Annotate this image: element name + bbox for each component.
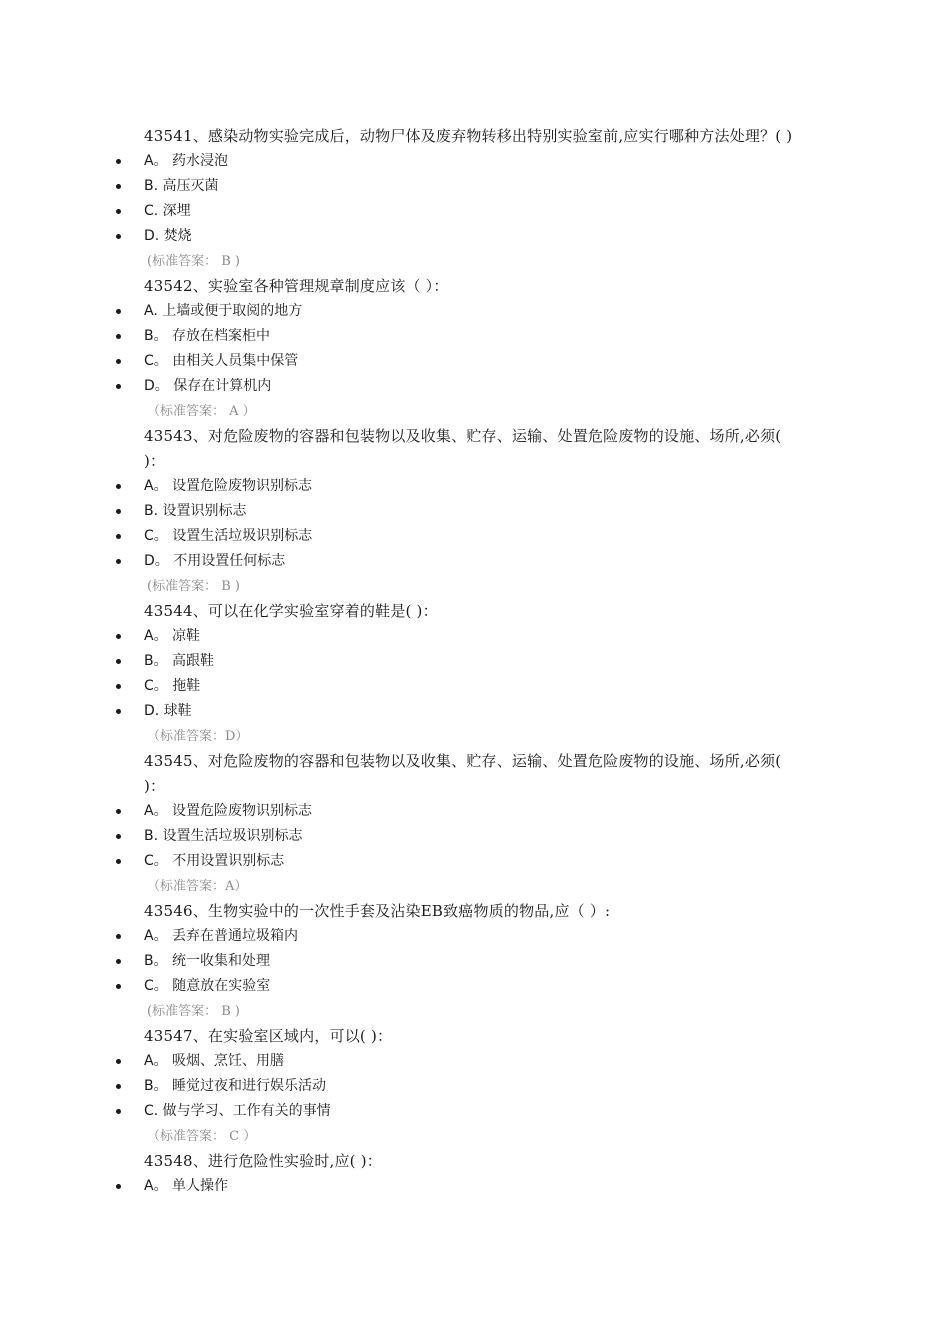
option-list	[144, 1049, 804, 1124]
option-label: B. 设置识别标志	[144, 503, 247, 519]
option-item	[144, 549, 804, 574]
bullet-icon	[116, 509, 121, 514]
bullet-icon	[116, 959, 121, 964]
bullet-icon	[116, 834, 121, 839]
option-label: C。 不用设置识别标志	[144, 853, 285, 869]
bullet-icon	[116, 684, 121, 689]
standard-answer: (标准答案： B )	[147, 579, 240, 594]
option-item	[144, 374, 804, 399]
option-label: D. 焚烧	[144, 228, 192, 244]
option-label: B. 高压灭菌	[144, 178, 219, 194]
option-item	[144, 349, 804, 374]
bullet-icon	[116, 484, 121, 489]
option-label: A。 设置危险废物识别标志	[144, 478, 313, 494]
option-item	[144, 524, 804, 549]
option-item	[144, 824, 804, 849]
option-item	[144, 649, 804, 674]
option-list	[144, 624, 804, 724]
option-item	[144, 624, 804, 649]
option-label: D. 球鞋	[144, 703, 192, 719]
option-item	[144, 149, 804, 174]
option-item	[144, 949, 804, 974]
option-label: A。 药水浸泡	[144, 153, 229, 169]
bullet-icon	[116, 1059, 121, 1064]
bullet-icon	[116, 1084, 121, 1089]
standard-answer: （标准答案： C ）	[147, 1129, 257, 1144]
option-label: A。 丢弃在普通垃圾箱内	[144, 928, 299, 944]
question-block	[144, 1024, 804, 1149]
standard-answer: （标准答案： A ）	[147, 404, 256, 419]
question-text: 43548、进行危险性实验时,应( )：	[144, 1152, 382, 1170]
option-item	[144, 674, 804, 699]
option-list	[144, 799, 804, 874]
option-item	[144, 699, 804, 724]
option-item	[144, 799, 804, 824]
option-item	[144, 1049, 804, 1074]
standard-answer: (标准答案： B )	[147, 254, 240, 269]
option-item	[144, 199, 804, 224]
question-block	[144, 424, 804, 599]
option-label: B。 存放在档案柜中	[144, 328, 271, 344]
option-list	[144, 924, 804, 999]
option-item	[144, 849, 804, 874]
bullet-icon	[116, 359, 121, 364]
option-item	[144, 474, 804, 499]
option-item	[144, 499, 804, 524]
bullet-icon	[116, 859, 121, 864]
option-item	[144, 174, 804, 199]
bullet-icon	[116, 334, 121, 339]
option-label: B. 设置生活垃圾识别标志	[144, 828, 303, 844]
bullet-icon	[116, 159, 121, 164]
option-label: C。 设置生活垃圾识别标志	[144, 528, 313, 544]
bullet-icon	[116, 934, 121, 939]
bullet-icon	[116, 234, 121, 239]
question-text: 43544、可以在化学实验室穿着的鞋是( )：	[144, 602, 438, 620]
question-list	[144, 124, 804, 1199]
bullet-icon	[116, 1109, 121, 1114]
option-item	[144, 324, 804, 349]
bullet-icon	[116, 709, 121, 714]
question-text: 43543、对危险废物的容器和包装物以及收集、贮存、运输、处置危险废物的设施、场所,必须( )：	[144, 427, 782, 470]
standard-answer: (标准答案： B )	[147, 1004, 240, 1019]
question-text: 43547、在实验室区域内，可以( )：	[144, 1027, 393, 1045]
standard-answer: （标准答案：A）	[147, 879, 248, 894]
option-item	[144, 299, 804, 324]
option-list	[144, 474, 804, 574]
option-list	[144, 149, 804, 249]
bullet-icon	[116, 559, 121, 564]
question-text: 43542、实验室各种管理规章制度应该（ ）：	[144, 277, 449, 295]
bullet-icon	[116, 984, 121, 989]
option-label: A. 上墙或便于取阅的地方	[144, 303, 303, 319]
bullet-icon	[116, 634, 121, 639]
option-label: B。 睡觉过夜和进行娱乐活动	[144, 1078, 327, 1094]
option-item	[144, 1074, 804, 1099]
bullet-icon	[116, 184, 121, 189]
option-label: C。 随意放在实验室	[144, 978, 271, 994]
bullet-icon	[116, 309, 121, 314]
option-label: A。 单人操作	[144, 1178, 229, 1194]
question-block	[144, 124, 804, 274]
option-label: A。 设置危险废物识别标志	[144, 803, 313, 819]
option-label: A。 吸烟、烹饪、用膳	[144, 1053, 285, 1069]
question-text: 43541、感染动物实验完成后，动物尸体及废弃物转移出特别实验室前,应实行哪种方法处理？( )	[144, 127, 793, 145]
option-label: B。 统一收集和处理	[144, 953, 271, 969]
question-block	[144, 599, 804, 749]
bullet-icon	[116, 1184, 121, 1189]
bullet-icon	[116, 659, 121, 664]
option-label: C. 深埋	[144, 203, 191, 219]
bullet-icon	[116, 209, 121, 214]
option-label: C。 拖鞋	[144, 678, 201, 694]
option-label: D。 保存在计算机内	[144, 378, 272, 394]
option-label: A。 凉鞋	[144, 628, 201, 644]
option-label: D。 不用设置任何标志	[144, 553, 286, 569]
option-list	[144, 1174, 804, 1199]
option-item	[144, 1099, 804, 1124]
option-item	[144, 924, 804, 949]
option-item	[144, 224, 804, 249]
option-label: C。 由相关人员集中保管	[144, 353, 299, 369]
question-text: 43545、对危险废物的容器和包装物以及收集、贮存、运输、处置危险废物的设施、场所,必须( )：	[144, 752, 782, 795]
question-block	[144, 1149, 804, 1199]
question-block	[144, 899, 804, 1024]
standard-answer: （标准答案：D）	[147, 729, 249, 744]
option-list	[144, 299, 804, 399]
question-block	[144, 749, 804, 899]
question-text: 43546、生物实验中的一次性手套及沾染EB致癌物质的物品,应（ ）:	[144, 902, 611, 920]
option-item	[144, 974, 804, 999]
option-label: C. 做与学习、工作有关的事情	[144, 1103, 331, 1119]
bullet-icon	[116, 534, 121, 539]
option-item	[144, 1174, 804, 1199]
option-label: B。 高跟鞋	[144, 653, 215, 669]
question-block	[144, 274, 804, 424]
bullet-icon	[116, 384, 121, 389]
bullet-icon	[116, 809, 121, 814]
